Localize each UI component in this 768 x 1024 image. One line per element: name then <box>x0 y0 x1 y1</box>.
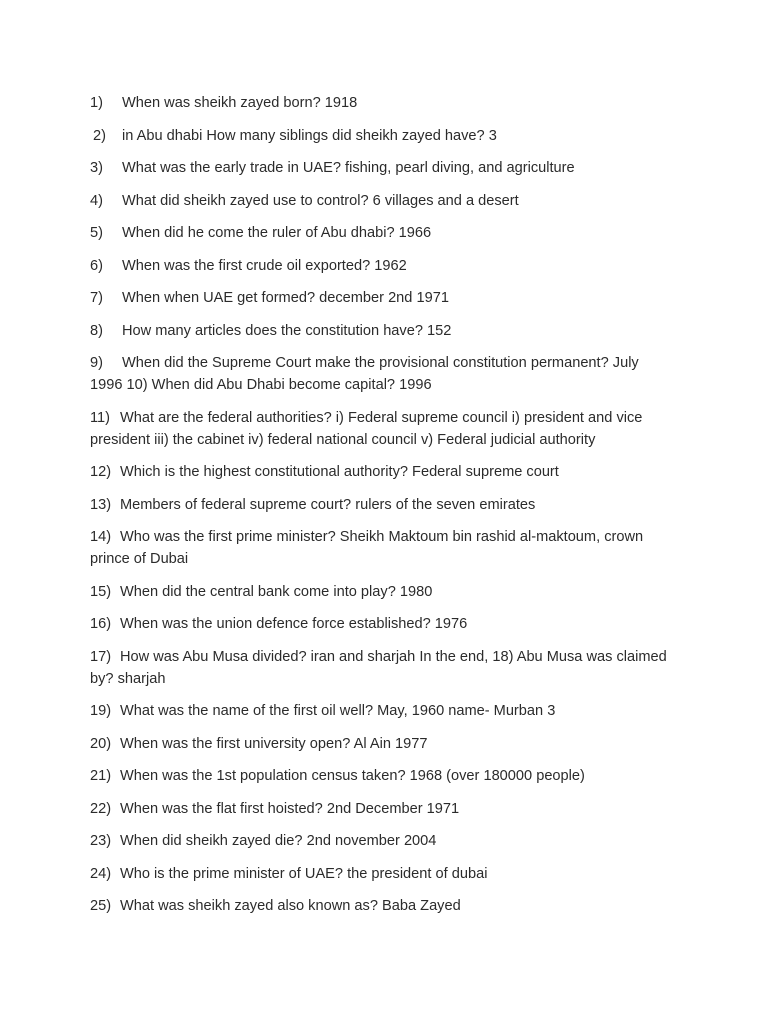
item-number: 7) <box>90 290 103 306</box>
item-text: When was the flat first hoisted? 2nd December 1971 <box>120 800 460 817</box>
item-number: 20) <box>90 735 112 752</box>
list-item <box>90 352 670 396</box>
item-text: Which is the highest constitutional authority? Federal supreme court <box>120 464 559 480</box>
item-number: 11) <box>90 409 111 426</box>
item-text: What are the federal authorities? i) Federal supreme council i) president and vice president iii) the cabinet iv) federal national council v) Federal judicial authority <box>90 409 643 448</box>
item-number: 5) <box>90 225 103 241</box>
item-number: 13) <box>90 496 112 513</box>
item-text: When was the first university open? Al Ain 1977 <box>120 735 428 752</box>
item-number: 6) <box>90 257 103 274</box>
list-item <box>90 222 670 244</box>
list-item <box>90 613 670 635</box>
item-number: 23) <box>90 833 112 849</box>
list-item <box>90 157 670 179</box>
list-item <box>90 646 670 690</box>
item-number: 19) <box>90 703 112 719</box>
list-item <box>90 863 670 885</box>
item-text: in Abu dhabi How many siblings did sheikh zayed have? 3 <box>122 127 497 144</box>
list-item <box>90 461 670 483</box>
item-text: How many articles does the constitution have? 152 <box>122 322 452 339</box>
item-text: Who was the first prime minister? Sheikh Maktoum bin rashid al-maktoum, crown prince of Dubai <box>90 529 644 567</box>
item-number: 25) <box>90 898 112 914</box>
question-list <box>90 92 670 928</box>
list-item <box>90 287 670 309</box>
item-text: Who is the prime minister of UAE? the president of dubai <box>120 865 488 882</box>
item-text: What was the early trade in UAE? fishing, pearl diving, and agriculture <box>122 160 575 176</box>
item-text: When did the Supreme Court make the provisional constitution permanent? July 1996 10) When did Abu Dhabi become capital? 1996 <box>90 355 639 393</box>
item-text: When did he come the ruler of Abu dhabi? 1966 <box>122 225 432 241</box>
item-text: When was the union defence force established? 1976 <box>120 616 468 632</box>
item-number: 12) <box>90 464 112 480</box>
list-item <box>90 830 670 852</box>
list-item <box>90 733 670 755</box>
list-item <box>90 125 670 147</box>
item-number: 3) <box>90 160 103 176</box>
list-item <box>90 92 670 114</box>
list-item <box>90 895 670 917</box>
item-text: When was the 1st population census taken? 1968 (over 180000 people) <box>120 768 585 784</box>
item-number: 2) <box>93 127 106 144</box>
list-item <box>90 407 670 451</box>
item-text: When when UAE get formed? december 2nd 1971 <box>122 290 449 306</box>
item-number: 15) <box>90 583 112 600</box>
item-text: When did sheikh zayed die? 2nd november 2004 <box>120 833 437 849</box>
item-text: When was the first crude oil exported? 1962 <box>122 257 407 274</box>
list-item <box>90 190 670 212</box>
list-item <box>90 700 670 722</box>
item-number: 17) <box>90 648 112 665</box>
item-number: 14) <box>90 529 112 545</box>
item-text: What did sheikh zayed use to control? 6 villages and a desert <box>122 192 519 209</box>
list-item <box>90 320 670 342</box>
item-text: When was sheikh zayed born? 1918 <box>122 95 358 111</box>
item-number: 16) <box>90 616 112 632</box>
list-item <box>90 255 670 277</box>
item-text: How was Abu Musa divided? iran and sharjah In the end, 18) Abu Musa was claimed by? sharjah <box>90 648 667 687</box>
list-item <box>90 581 670 603</box>
item-number: 21) <box>90 768 112 784</box>
item-number: 22) <box>90 800 112 817</box>
item-text: Members of federal supreme court? rulers of the seven emirates <box>120 496 536 513</box>
list-item <box>90 526 670 570</box>
list-item <box>90 494 670 516</box>
item-text: What was sheikh zayed also known as? Baba Zayed <box>120 898 461 914</box>
item-text: When did the central bank come into play? 1980 <box>120 583 433 600</box>
item-number: 9) <box>90 355 103 371</box>
item-number: 8) <box>90 322 103 339</box>
list-item <box>90 798 670 820</box>
item-number: 1) <box>90 95 103 111</box>
item-number: 24) <box>90 865 112 882</box>
item-number: 4) <box>90 192 103 209</box>
list-item <box>90 765 670 787</box>
item-text: What was the name of the first oil well? May, 1960 name- Murban 3 <box>120 703 556 719</box>
